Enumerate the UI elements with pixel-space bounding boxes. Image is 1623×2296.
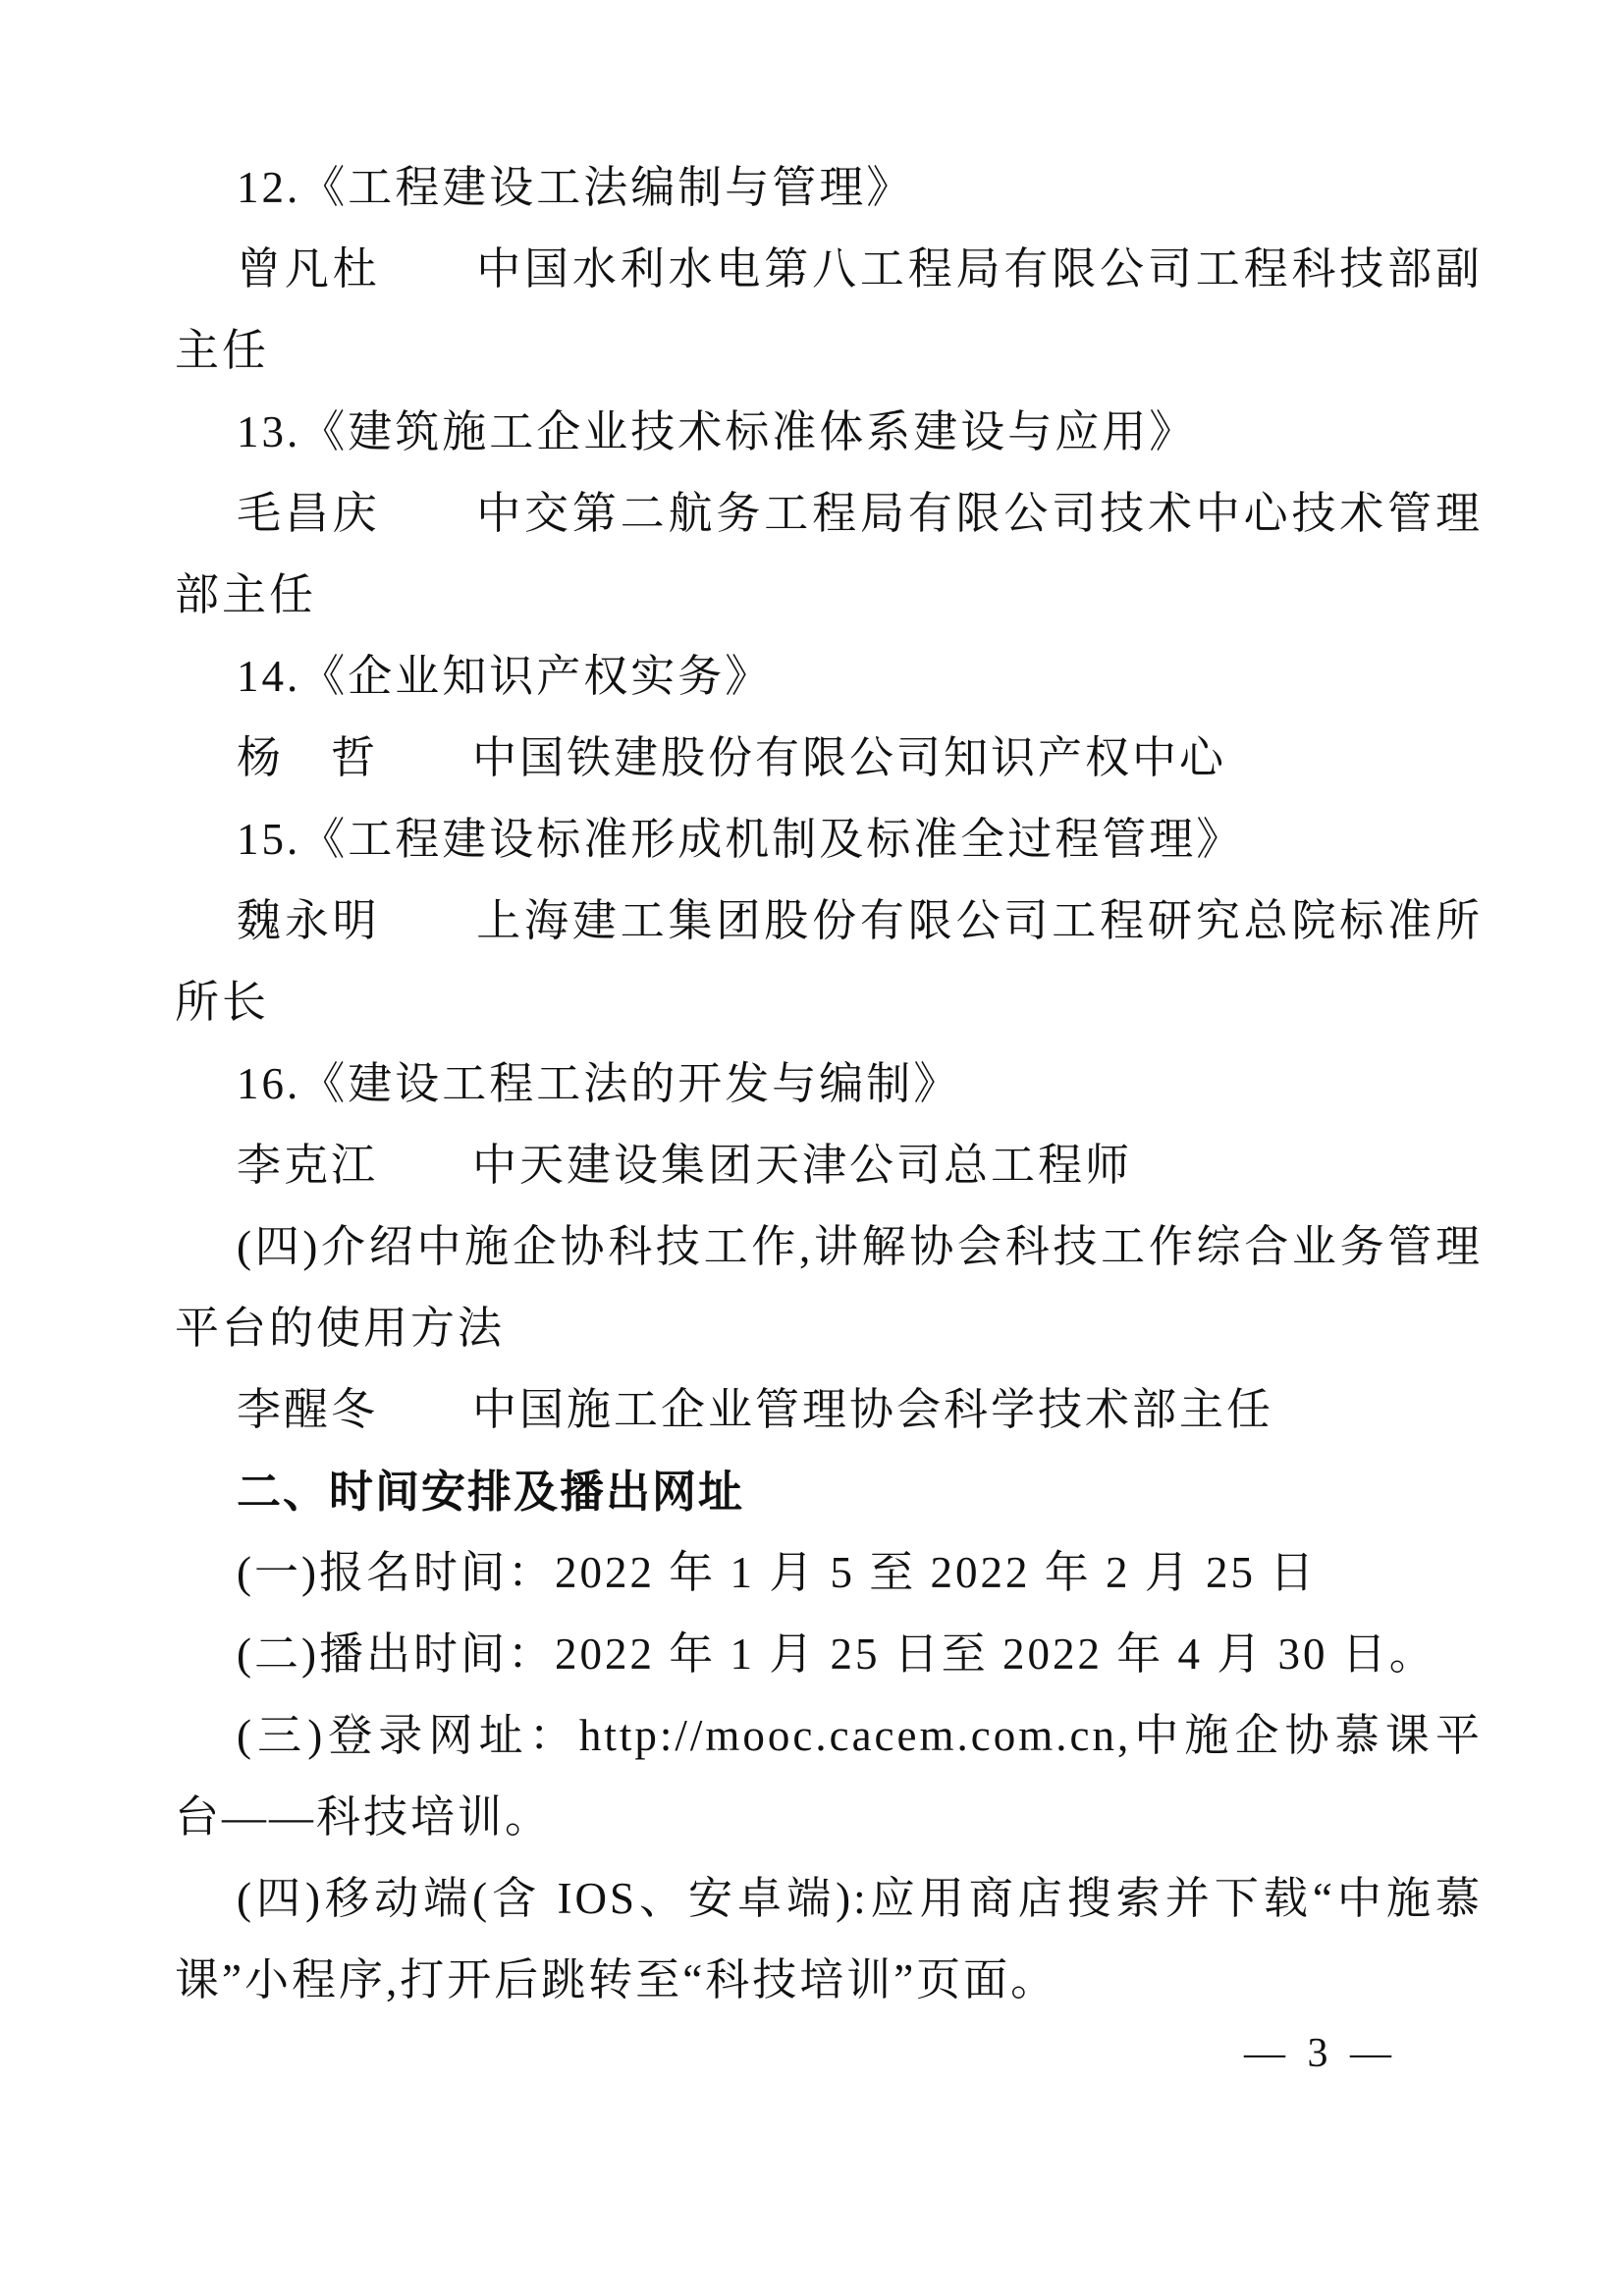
course-title-15: 15.《工程建设标准形成机制及标准全过程管理》 (237, 815, 1244, 864)
speaker-course-16: 李克江 中天建设集团天津公司总工程师 (237, 1141, 1133, 1190)
document-body (175, 147, 1483, 2021)
course-title-16: 16.《建设工程工法的开发与编制》 (237, 1059, 961, 1108)
speaker-platform-intro: 李醒冬 中国施工企业管理协会科学技术部主任 (237, 1385, 1274, 1434)
speaker-course-14: 杨 哲 中国铁建股份有限公司知识产权中心 (237, 733, 1227, 782)
item-4-mobile-app: (四)移动端(含 IOS、安卓端):应用商店搜索并下载“中施慕课”小程序,打开后跳转至“科技培训”页面。 (175, 1874, 1483, 2004)
item-4-platform-intro: (四)介绍中施企协科技工作,讲解协会科技工作综合业务管理平台的使用方法 (175, 1222, 1483, 1353)
page-number: — 3 — (1244, 2031, 1397, 2076)
speaker-course-12: 曾凡杜 中国水利水电第八工程局有限公司工程科技部副主任 (175, 244, 1483, 375)
item-3-login-url: (三)登录网址：http://mooc.cacem.com.cn,中施企协慕课平台——科技培训。 (175, 1711, 1483, 1842)
item-2-broadcast-time: (二)播出时间：2022 年 1 月 25 日至 2022 年 4 月 30 日。 (237, 1629, 1436, 1679)
speaker-course-13: 毛昌庆 中交第二航务工程局有限公司技术中心技术管理部主任 (175, 489, 1483, 619)
course-title-13: 13.《建筑施工企业技术标准体系建设与应用》 (237, 407, 1197, 456)
item-1-signup-time: (一)报名时间：2022 年 1 月 5 至 2022 年 2 月 25 日 (237, 1548, 1318, 1597)
course-title-12: 12.《工程建设工法编制与管理》 (237, 163, 914, 212)
course-title-14: 14.《企业知识产权实务》 (237, 652, 773, 701)
section-heading-schedule: 二、时间安排及播出网址 (237, 1467, 745, 1517)
speaker-course-15: 魏永明 上海建工集团股份有限公司工程研究总院标准所所长 (175, 896, 1483, 1027)
